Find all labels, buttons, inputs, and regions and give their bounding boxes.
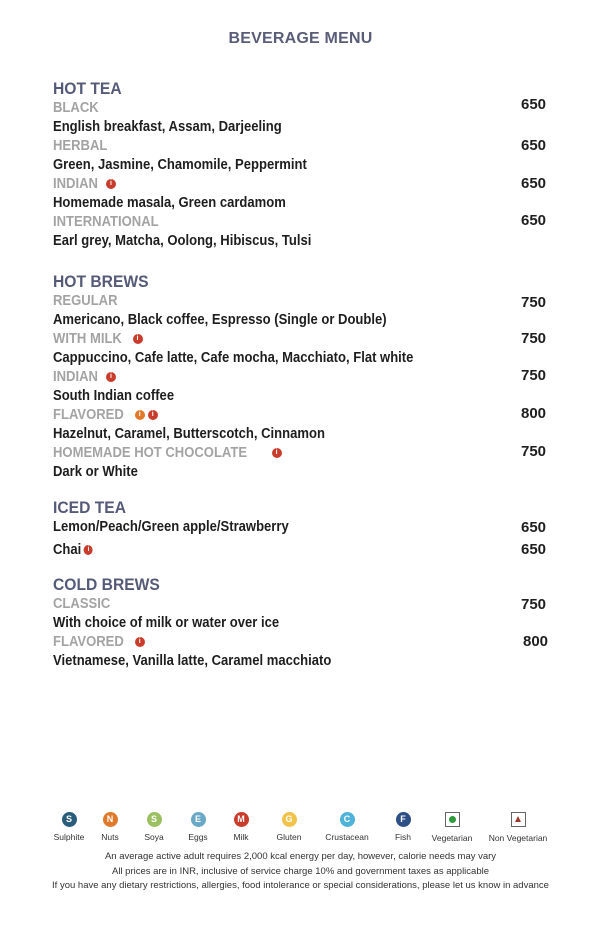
non-vegetarian-icon bbox=[511, 812, 526, 827]
price-indian-tea: 650 bbox=[521, 175, 547, 192]
legend-gluten: G Gluten bbox=[276, 814, 302, 842]
item-desc-flavored-cold: Vietnamese, Vanilla latte, Caramel macchiato bbox=[53, 653, 332, 669]
legend-vegetarian: Vegetarian bbox=[422, 812, 482, 843]
milk-icon: i bbox=[133, 334, 143, 344]
item-desc-hot-chocolate: Dark or White bbox=[53, 464, 138, 480]
section-heading-iced-tea: ICED TEA bbox=[53, 498, 126, 517]
subheading-with-milk: WITH MILK i bbox=[53, 331, 581, 347]
price-indian-coffee: 750 bbox=[521, 367, 547, 384]
subheading-herbal: HERBAL bbox=[53, 138, 108, 154]
note-prices: All prices are in INR, inclusive of service charge 10% and government taxes as applicable bbox=[111, 866, 490, 877]
legend-soya: S Soya bbox=[144, 814, 164, 842]
allergen-legend bbox=[0, 812, 601, 850]
legend-nuts: N Nuts bbox=[101, 814, 119, 842]
nuts-icon: N bbox=[103, 812, 118, 827]
section-heading-hot-brews: HOT BREWS bbox=[53, 272, 149, 291]
milk-icon: i bbox=[84, 545, 93, 555]
crustacean-icon: C bbox=[340, 812, 355, 827]
sulphite-icon: S bbox=[62, 812, 77, 827]
legend-non-vegetarian: Non Vegetarian bbox=[488, 812, 548, 843]
nuts-icon: i bbox=[135, 410, 145, 420]
milk-icon: i bbox=[135, 637, 145, 647]
legend-crustacean: C Crustacean bbox=[325, 814, 369, 842]
subheading-classic: CLASSIC bbox=[53, 596, 111, 612]
vegetarian-icon bbox=[445, 812, 460, 827]
item-desc-iced-chai: Chai i bbox=[53, 542, 528, 558]
milk-icon: i bbox=[148, 410, 158, 420]
item-desc-international-tea: Earl grey, Matcha, Oolong, Hibiscus, Tulsi bbox=[53, 233, 312, 249]
legend-milk: M Milk bbox=[233, 814, 249, 842]
milk-icon: i bbox=[272, 448, 282, 458]
subheading-flavored-cold: FLAVORED i bbox=[53, 634, 581, 650]
subheading-indian-tea: INDIAN i bbox=[53, 176, 581, 192]
milk-icon: M bbox=[234, 812, 249, 827]
subheading-flavored-hot: FLAVORED i i bbox=[53, 407, 581, 423]
item-desc-classic-cold: With choice of milk or water over ice bbox=[53, 615, 280, 631]
subheading-hot-chocolate: HOMEMADE HOT CHOCOLATE i bbox=[53, 445, 581, 461]
subheading-indian-coffee: INDIAN i bbox=[53, 369, 581, 385]
gluten-icon: G bbox=[282, 812, 297, 827]
legend-sulphite: S Sulphite bbox=[53, 814, 85, 842]
item-desc-herbal-tea: Green, Jasmine, Chamomile, Peppermint bbox=[53, 157, 307, 173]
eggs-icon: E bbox=[191, 812, 206, 827]
price-black-tea: 650 bbox=[521, 96, 547, 113]
section-heading-hot-tea: HOT TEA bbox=[53, 79, 122, 98]
soya-icon: S bbox=[147, 812, 162, 827]
milk-icon: i bbox=[106, 372, 116, 382]
item-desc-with-milk: Cappuccino, Cafe latte, Cafe mocha, Macchiato, Flat white bbox=[53, 350, 414, 366]
section-heading-cold-brews: COLD BREWS bbox=[53, 575, 160, 594]
note-dietary: If you have any dietary restrictions, allergies, food intolerance or special considerations, please let us know in advance bbox=[52, 880, 549, 891]
price-international-tea: 650 bbox=[521, 212, 547, 229]
item-desc-black-tea: English breakfast, Assam, Darjeeling bbox=[53, 119, 282, 135]
price-flavored-hot: 800 bbox=[521, 405, 547, 422]
price-herbal-tea: 650 bbox=[521, 137, 547, 154]
subheading-regular: REGULAR bbox=[53, 293, 118, 309]
price-with-milk: 750 bbox=[521, 330, 547, 347]
subheading-international: INTERNATIONAL bbox=[53, 214, 159, 230]
menu-title: BEVERAGE MENU bbox=[228, 30, 373, 47]
price-flavored-cold: 800 bbox=[523, 633, 549, 650]
fish-icon: F bbox=[396, 812, 411, 827]
item-desc-flavored-hot: Hazelnut, Caramel, Butterscotch, Cinnamon bbox=[53, 426, 325, 442]
price-iced-chai: 650 bbox=[521, 541, 547, 558]
price-hot-chocolate: 750 bbox=[521, 443, 547, 460]
item-desc-indian-coffee: South Indian coffee bbox=[53, 388, 175, 404]
item-desc-iced-tea-fruits: Lemon/Peach/Green apple/Strawberry bbox=[53, 519, 289, 535]
legend-fish: F Fish bbox=[394, 814, 412, 842]
price-iced-tea-fruits: 650 bbox=[521, 519, 547, 536]
note-calories: An average active adult requires 2,000 kcal energy per day, however, calorie needs may vary bbox=[104, 851, 497, 862]
price-classic-cold: 750 bbox=[521, 596, 547, 613]
subheading-black: BLACK bbox=[53, 100, 99, 116]
legend-eggs: E Eggs bbox=[188, 814, 208, 842]
item-desc-regular: Americano, Black coffee, Espresso (Single or Double) bbox=[53, 312, 387, 328]
item-desc-indian-tea: Homemade masala, Green cardamom bbox=[53, 195, 286, 211]
price-regular: 750 bbox=[521, 294, 547, 311]
milk-icon: i bbox=[106, 179, 116, 189]
